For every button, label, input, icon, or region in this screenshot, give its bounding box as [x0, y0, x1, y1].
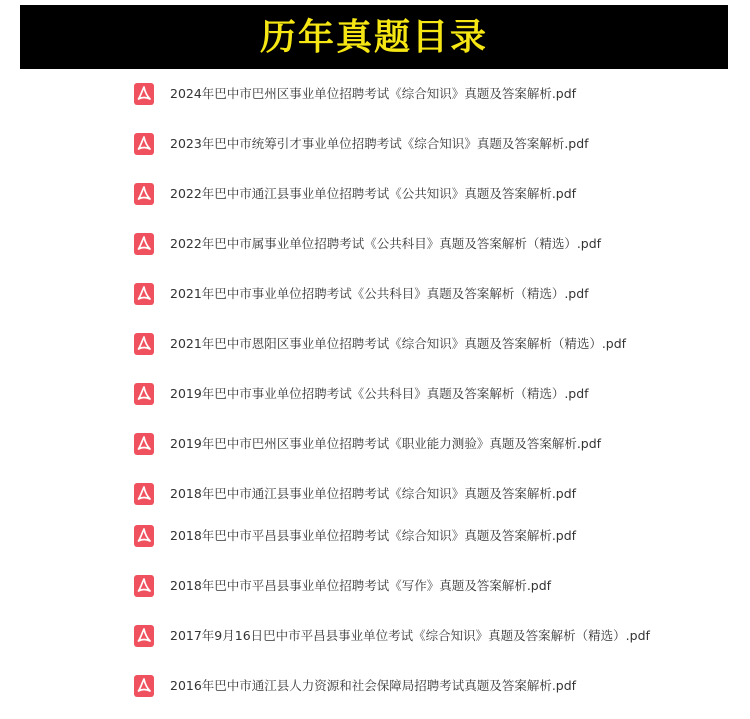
- pdf-icon: [134, 133, 154, 155]
- file-name: 2023年巴中市统筹引才事业单位招聘考试《综合知识》真题及答案解析.pdf: [170, 135, 589, 151]
- file-name: 2016年巴中市通江县人力资源和社会保障局招聘考试真题及答案解析.pdf: [170, 677, 577, 693]
- pdf-icon: [134, 83, 154, 105]
- file-item[interactable]: [134, 524, 576, 548]
- file-item[interactable]: [134, 482, 576, 506]
- file-name: 2021年巴中市恩阳区事业单位招聘考试《综合知识》真题及答案解析（精选）.pdf: [170, 335, 627, 351]
- pdf-icon: [134, 333, 154, 355]
- file-item[interactable]: [134, 182, 576, 206]
- file-item[interactable]: [134, 232, 601, 256]
- file-name: 2019年巴中市巴州区事业单位招聘考试《职业能力测验》真题及答案解析.pdf: [170, 435, 602, 451]
- file-name: 2018年巴中市平昌县事业单位招聘考试《写作》真题及答案解析.pdf: [170, 577, 552, 593]
- file-item[interactable]: [134, 282, 589, 306]
- pdf-icon: [134, 233, 154, 255]
- pdf-icon: [134, 183, 154, 205]
- pdf-icon: [134, 383, 154, 405]
- pdf-icon: [134, 283, 154, 305]
- file-name: 2021年巴中市事业单位招聘考试《公共科目》真题及答案解析（精选）.pdf: [170, 285, 589, 301]
- file-name: 2024年巴中市巴州区事业单位招聘考试《综合知识》真题及答案解析.pdf: [170, 85, 577, 101]
- file-item[interactable]: [134, 82, 576, 106]
- file-item[interactable]: [134, 674, 576, 698]
- pdf-icon: [134, 483, 154, 505]
- pdf-icon: [134, 575, 154, 597]
- file-name: 2022年巴中市属事业单位招聘考试《公共科目》真题及答案解析（精选）.pdf: [170, 235, 602, 251]
- pdf-icon: [134, 625, 154, 647]
- file-name: 2018年巴中市通江县事业单位招聘考试《综合知识》真题及答案解析.pdf: [170, 485, 577, 501]
- file-name: 2019年巴中市事业单位招聘考试《公共科目》真题及答案解析（精选）.pdf: [170, 385, 589, 401]
- page-title: 历年真题目录: [259, 16, 488, 58]
- pdf-icon: [134, 675, 154, 697]
- pdf-icon: [134, 433, 154, 455]
- file-name: 2022年巴中市通江县事业单位招聘考试《公共知识》真题及答案解析.pdf: [170, 185, 577, 201]
- file-item[interactable]: [134, 574, 551, 598]
- pdf-icon: [134, 525, 154, 547]
- file-item[interactable]: [134, 132, 589, 156]
- file-item[interactable]: [134, 432, 601, 456]
- file-name: 2018年巴中市平昌县事业单位招聘考试《综合知识》真题及答案解析.pdf: [170, 527, 577, 543]
- file-item[interactable]: [134, 332, 626, 356]
- file-name: 2017年9月16日巴中市平昌县事业单位考试《综合知识》真题及答案解析（精选）.pdf: [170, 627, 650, 643]
- file-item[interactable]: [134, 382, 589, 406]
- file-item[interactable]: [134, 624, 650, 648]
